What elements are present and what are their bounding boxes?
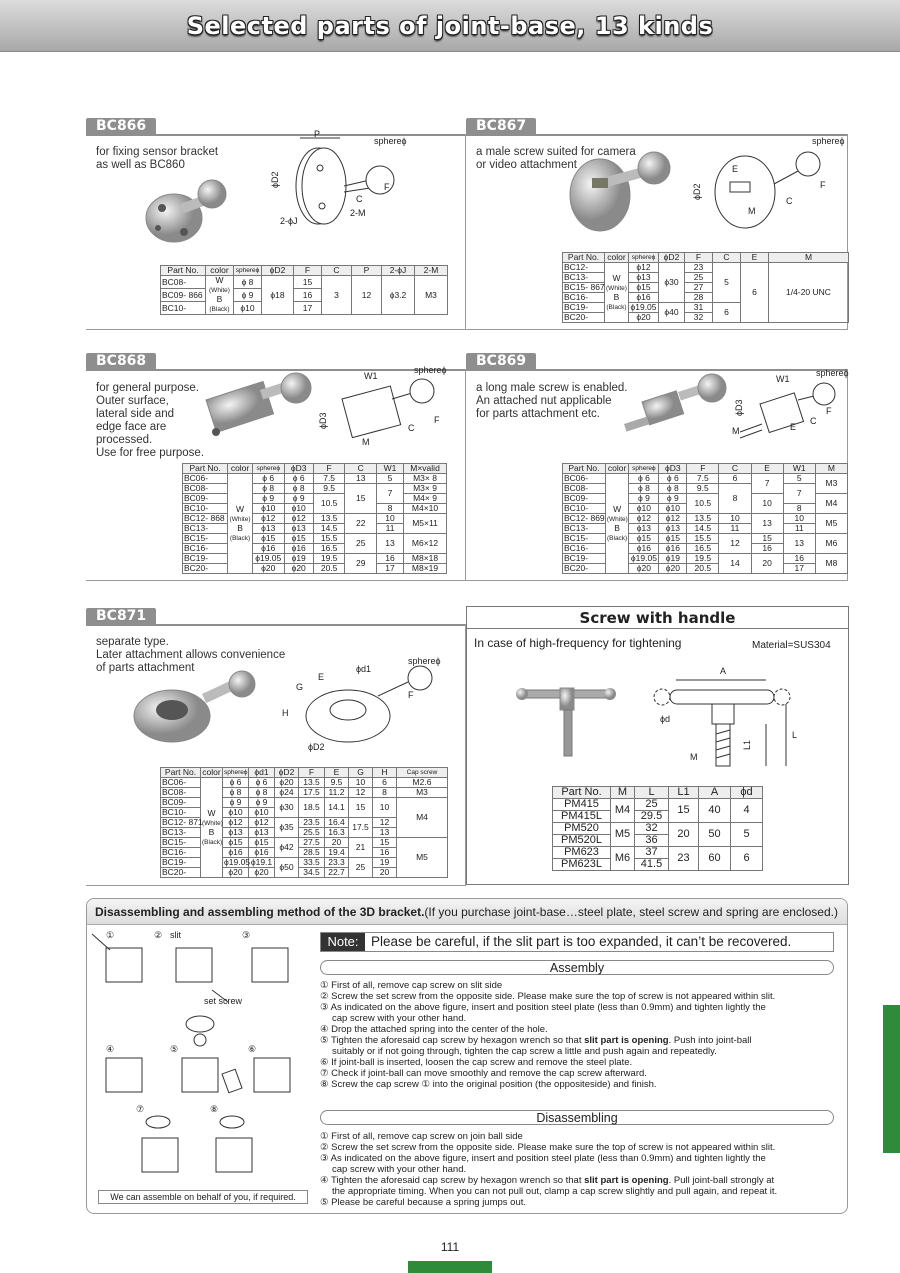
note-label: Note: bbox=[321, 933, 365, 951]
bc866-drawing bbox=[270, 128, 420, 238]
label-a: A bbox=[720, 666, 727, 676]
bc869-tag: BC869 bbox=[466, 353, 536, 370]
step-5-num: ⑤ bbox=[170, 1044, 179, 1054]
bc869-desc: a long male screw is enabled. An attached nut applicable for parts attachment etc. bbox=[476, 382, 628, 420]
bc866-table: Part No. color sphereϕ ϕD2 F C P 2-ϕJ 2-M BC08- W (White) B (Black) ϕ 8 ϕ18 15 3 12 ϕ3.2 M3 BC09- 866 ϕ 9 16 BC10- ϕ10 17 bbox=[160, 265, 448, 315]
label-p: P bbox=[314, 129, 321, 139]
label-d2: ϕD2 bbox=[308, 742, 325, 752]
label-d2: ϕD2 bbox=[270, 171, 280, 188]
label-f: F bbox=[820, 180, 826, 190]
assembly-heading: Disassembling and assembling method of the 3D bracket.(If you purchase joint-base…steel plate, steel screw and spring are enclosed.) bbox=[87, 899, 847, 925]
label-2m: 2-M bbox=[350, 208, 366, 218]
page-number: 111 bbox=[440, 1240, 460, 1254]
label-sphere: sphereϕ bbox=[816, 368, 849, 378]
screw-handle-subtitle: In case of high-frequency for tightening bbox=[474, 636, 682, 650]
bc869-table: Part No. color sphereϕ ϕD3 F C E W1 M BC06- W (White) B (Black) ϕ 6 ϕ 6 7.5 6 7 5 M3 BC08- ϕ 8 ϕ 8 9.5 8 7 BC09- ϕ 9 ϕ 9 10.5 10 M4 BC10- ϕ10 ϕ10 8 BC12- 869 ϕ12 ϕ12 13.5 10 13 10 M5 BC13- ϕ13 ϕ13 14.5 11 11 BC15- ϕ15 ϕ15 15.5 12 15 13 M6 BC16- ϕ16 ϕ16 16.5 16 BC19- ϕ19.05 ϕ19 19.5 14 20 16 M8 BC20- ϕ20 ϕ20 20.5 17 bbox=[562, 463, 848, 574]
bc867-tag: BC867 bbox=[466, 118, 536, 135]
step-8-num: ⑧ bbox=[210, 1104, 219, 1114]
label-m: M bbox=[748, 206, 756, 216]
assembly-title: Assembly bbox=[320, 960, 834, 975]
side-tab bbox=[883, 1005, 900, 1153]
assembly-steps: ① First of all, remove cap screw on slit side ② Screw the set screw from the opposite side. Please make sure the top of screw is not appeared within slit. ③ As indicated on the above figure, insert and position steel plate (less than 0.9mm) and tighten lightly the cap screw with your other hand. ④ Drop the attached spring into the center of the hole. ⑤ Tighten the aforesaid cap screw by hexagon wrench so that slit part is opening. Push into joint-ball suitably or if not going through, tighten the cap screw a little and push again and repeatedly. ⑥ If joint-ball is inserted, loosen the cap screw and remove the steel plate. ⑦ Check if joint-ball can move smoothly and remove the cap screw afterward. ⑧ Screw the cap screw ① into the original position (the oppositeside) and finish. bbox=[320, 980, 776, 1090]
bc868-photo bbox=[200, 370, 320, 450]
screw-handle-photo bbox=[516, 680, 616, 760]
bc871-photo bbox=[132, 670, 262, 750]
label-c: C bbox=[810, 416, 817, 426]
label-m: M bbox=[362, 437, 370, 447]
label-l1: L1 bbox=[742, 739, 752, 750]
slit-label: slit bbox=[170, 930, 181, 940]
bc869-drawing bbox=[730, 368, 848, 458]
label-c: C bbox=[408, 423, 415, 433]
label-c: C bbox=[356, 194, 363, 204]
label-2j: 2-ϕJ bbox=[280, 216, 298, 226]
bc868-desc: for general purpose. Outer surface, lateral side and edge face are processed. Use for free purpose. bbox=[96, 382, 205, 459]
setscrew-label: set screw bbox=[204, 996, 243, 1006]
screw-handle-table: Part No. M L L1 A ϕd PM415 M4 25 15 40 4 PM415L 29.5 PM520 M5 32 20 50 5 PM520L 36 PM623 M6 37 23 60 6 PM623L 41.5 bbox=[552, 786, 763, 871]
label-l: L bbox=[792, 730, 798, 740]
step-2-num: ② bbox=[154, 930, 163, 940]
bc868-table: Part No. color sphereϕ ϕD3 F C W1 M×valid BC06- W (White) B (Black) ϕ 6 ϕ 6 7.5 13 5 M3× 8 BC08- ϕ 8 ϕ 8 9.5 15 7 M3× 9 BC09- ϕ 9 ϕ 9 10.5 M4× 9 BC10- ϕ10 ϕ10 8 M4×10 BC12- 868 ϕ12 ϕ12 13.5 22 10 M5×11 BC13- ϕ13 ϕ13 14.5 11 BC15- ϕ15 ϕ15 15.5 25 13 M6×12 BC16- ϕ16 ϕ16 16.5 BC19- ϕ19.05 ϕ19 19.5 29 16 M8×18 BC20- ϕ20 ϕ20 20.5 17 M8×19 bbox=[182, 463, 447, 574]
label-m: M bbox=[732, 426, 740, 436]
label-c: C bbox=[786, 196, 793, 206]
label-d3: ϕD3 bbox=[734, 399, 744, 416]
material-label: Material=SUS304 bbox=[752, 640, 831, 651]
label-e: E bbox=[732, 164, 739, 174]
step-4-num: ④ bbox=[106, 1044, 115, 1054]
step-1-num: ① bbox=[106, 930, 115, 940]
page-title: Selected parts of joint-base, 13 kinds bbox=[186, 12, 714, 40]
label-h: H bbox=[282, 708, 289, 718]
bc871-tag: BC871 bbox=[86, 608, 156, 625]
assembly-footer-note: We can assemble on behalf of you, if required. bbox=[98, 1190, 308, 1204]
label-d: ϕd bbox=[660, 714, 671, 724]
step-6-num: ⑥ bbox=[248, 1044, 257, 1054]
label-sphere: sphereϕ bbox=[408, 656, 441, 666]
label-sphere: sphereϕ bbox=[374, 136, 407, 146]
screw-handle-drawing bbox=[646, 660, 836, 770]
label-sphere: sphereϕ bbox=[414, 365, 447, 375]
bc868-tag: BC868 bbox=[86, 353, 156, 370]
label-e: E bbox=[318, 672, 325, 682]
label-sphere: sphereϕ bbox=[812, 136, 845, 146]
label-e: E bbox=[790, 422, 797, 432]
disassembling-steps: ① First of all, remove cap screw on join ball side ② Screw the set screw from the opposite side. Please make sure the top of screw is not appeared within slit. ③ As indicated on the above figure, insert and position steel plate (less than 0.9mm) and tighten lightly the cap screw with your other hand. ④ Tighten the aforesaid cap screw by hexagon wrench so that slit part is opening. Pull joint-ball strongly at the appropriate timing. When you can not pull out, clamp a cap screw slightly and pull again, and repeat it. ⑤ Please be careful because a spring jumps out. bbox=[320, 1131, 778, 1208]
label-f: F bbox=[826, 406, 832, 416]
label-d3: ϕD3 bbox=[318, 412, 328, 429]
bc871-table: Part No. color sphereϕ ϕd1 ϕD2 F E G H Cap screw BC06- W (White) B (Black) ϕ 6 ϕ 6 ϕ20 13.5 9.5 10 6 M2.6 BC08- ϕ 8 ϕ 8 ϕ24 17.5 11.2 12 8 M3 BC09- ϕ 9 ϕ 9 ϕ30 18.5 14.1 15 10 M4 BC10- ϕ10 ϕ10 BC12- 871 ϕ12 ϕ12 ϕ35 23.5 16.4 17.5 12 BC13- ϕ13 ϕ13 25.5 16.3 13 BC15- ϕ15 ϕ15 ϕ42 27.5 20 21 15 M5 BC16- ϕ16 ϕ16 28.5 19.4 16 BC19- ϕ19.05 ϕ19.1 ϕ50 33.5 23.3 25 19 BC20- ϕ20 ϕ20 34.5 22.7 20 bbox=[160, 767, 448, 878]
note-box bbox=[320, 932, 834, 952]
bc866-photo bbox=[140, 170, 240, 250]
page-header bbox=[0, 0, 900, 52]
label-g: G bbox=[296, 682, 304, 692]
bc866-desc: for fixing sensor bracket as well as BC860 bbox=[96, 146, 219, 171]
disassembling-title: Disassembling bbox=[320, 1110, 834, 1125]
bc867-table: Part No. color sphereϕ ϕD2 F C E M BC12- W (White) B (Black) ϕ12 ϕ30 23 5 6 1/4-20 UNC BC13- ϕ13 25 BC15- 867 ϕ15 27 BC16- ϕ16 28 BC19- ϕ19.05 ϕ40 31 6 BC20- ϕ20 32 bbox=[562, 252, 849, 323]
bc871-drawing bbox=[278, 656, 448, 756]
label-d1: ϕd1 bbox=[356, 664, 372, 674]
bc867-desc: a male screw suited for camera or video attachment bbox=[476, 146, 636, 171]
label-f: F bbox=[408, 690, 414, 700]
label-m: M bbox=[690, 752, 698, 762]
label-f: F bbox=[434, 415, 440, 425]
label-f: F bbox=[384, 182, 390, 192]
note-text: Please be careful, if the slit part is too expanded, it can’t be recovered. bbox=[371, 934, 792, 949]
label-d2: ϕD2 bbox=[692, 183, 702, 200]
label-w1: W1 bbox=[364, 371, 378, 381]
bc867-drawing bbox=[690, 134, 845, 234]
bc866-tag: BC866 bbox=[86, 118, 156, 135]
bc867-photo bbox=[562, 150, 682, 235]
label-w1: W1 bbox=[776, 374, 790, 384]
step-3-num: ③ bbox=[242, 930, 251, 940]
screw-handle-title: Screw with handle bbox=[467, 607, 848, 629]
step-7-num: ⑦ bbox=[136, 1104, 145, 1114]
bc871-desc: separate type. Later attachment allows convenience of parts attachment bbox=[96, 636, 286, 674]
assembly-figures bbox=[92, 928, 314, 1186]
page-bar bbox=[408, 1261, 492, 1273]
bc869-photo bbox=[620, 372, 730, 447]
bc868-drawing bbox=[316, 365, 456, 455]
